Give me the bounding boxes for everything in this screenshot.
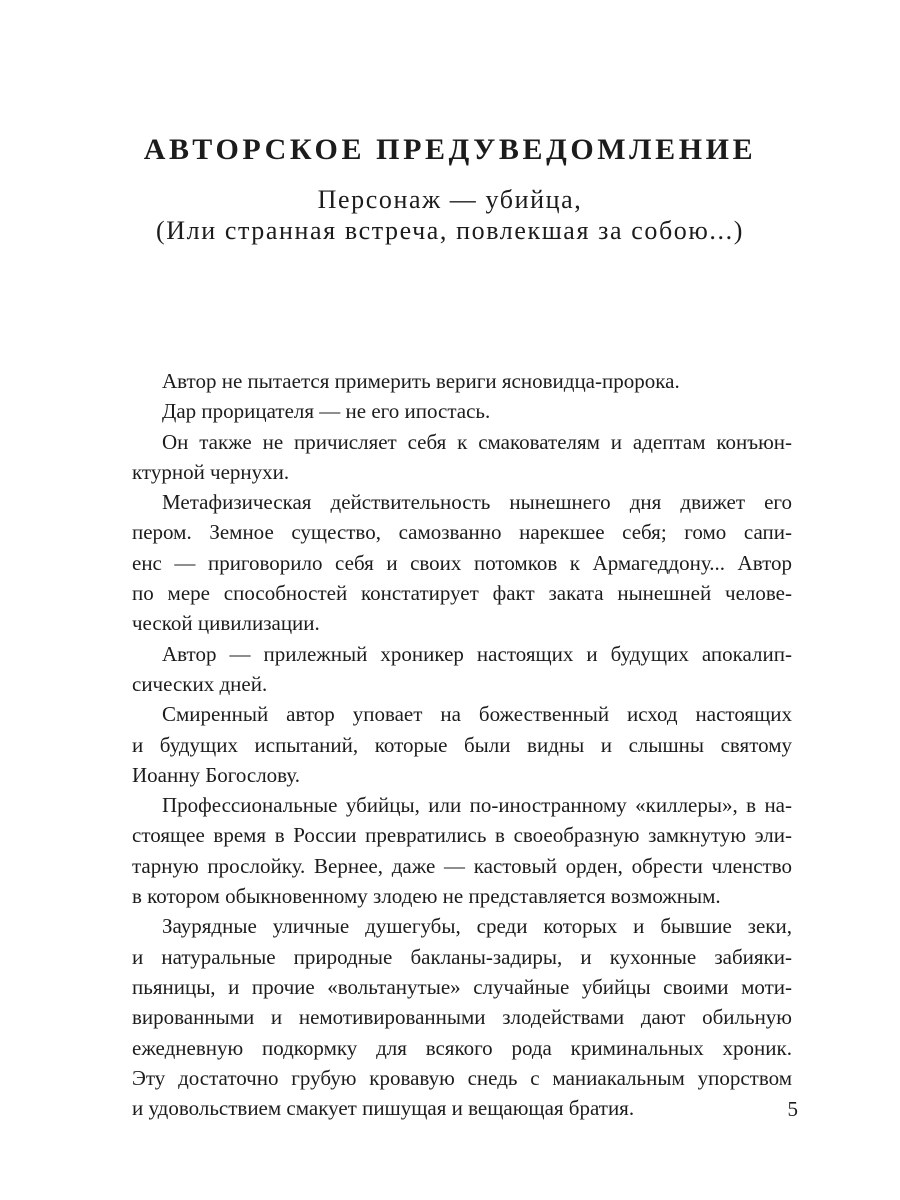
text-line: вированными и немотивированными злодействами дают обильную	[132, 1005, 792, 1030]
text-line: ческой цивилизации.	[132, 611, 320, 636]
text-line: Иоанну Богослову.	[132, 762, 301, 787]
text-line: тарную прослойку. Вернее, даже — кастовый орден, обрести членство	[132, 853, 792, 878]
text-line: по мере способностей констатирует факт заката нынешней челове-	[132, 581, 792, 606]
text-line: и удовольствием смакует пишущая и вещающая братия.	[132, 1096, 635, 1121]
subtitle-line-2: (Или странная встреча, повлекшая за собою...)	[156, 216, 744, 245]
text-line: пьяницы, и прочие «вольтанутые» случайные убийцы своими моти-	[132, 974, 792, 999]
text-line: Метафизическая действительность нынешнего дня движет его	[162, 490, 792, 515]
text-line: Автор — прилежный хроникер настоящих и будущих апокалип-	[162, 641, 792, 666]
text-line: Эту достаточно грубую кровавую снедь с маниакальным упорством	[132, 1065, 792, 1090]
text-line: Дар прорицателя — не его ипостась.	[162, 399, 491, 424]
text-line: стоящее время в России превратились в своеобразную замкнутую эли-	[132, 823, 792, 848]
text-line: пером. Земное существо, самозванно нарекшее себя; гомо сапи-	[132, 520, 792, 545]
text-line: енс — приговорило себя и своих потомков к Армагеддону... Автор	[132, 550, 792, 575]
text-line: Профессиональные убийцы, или по-иностранному «киллеры», в на-	[162, 793, 792, 818]
text-line: ктурной чернухи.	[132, 459, 290, 484]
text-line: и натуральные природные бакланы-задиры, и кухонные забияки-	[132, 944, 792, 969]
text-line: Он также не причисляет себя к смакователям и адептам конъюн-	[162, 429, 792, 454]
body-text	[132, 366, 792, 1123]
text-line: и будущих испытаний, которые были видны и слышны святому	[132, 732, 792, 757]
subtitle-line-1: Персонаж — убийца,	[317, 185, 583, 214]
text-line: в котором обыкновенному злодею не представляется возможным.	[132, 884, 721, 909]
text-line: Заурядные уличные душегубы, среди которых и бывшие зеки,	[162, 914, 792, 939]
text-line: сических дней.	[132, 671, 268, 696]
text-line: ежедневную подкормку для всякого рода криминальных хроник.	[132, 1035, 792, 1060]
chapter-heading: АВТОРСКОЕ ПРЕДУВЕДОМЛЕНИЕ	[143, 133, 757, 166]
text-line: Смиренный автор уповает на божественный исход настоящих	[162, 702, 792, 727]
text-line: Автор не пытается примерить вериги ясновидца-пророка.	[162, 369, 680, 393]
page-number: 5	[787, 1097, 798, 1121]
